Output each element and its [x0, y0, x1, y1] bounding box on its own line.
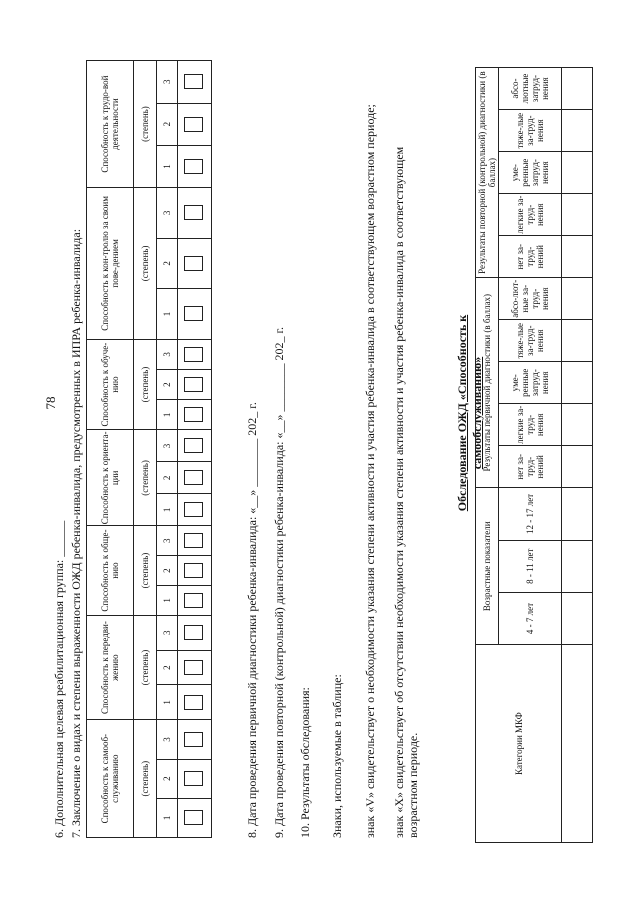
- degree-number: 3: [157, 188, 178, 239]
- repeat-grade-cell: нет за-труд-нений: [499, 236, 562, 278]
- degree-label: (степень): [134, 615, 157, 719]
- degree-label: (степень): [134, 720, 157, 838]
- ability-header-7: Способность к трудо-вой деятельности: [87, 61, 134, 188]
- degree-number: 2: [157, 238, 178, 289]
- degree-checkbox[interactable]: [184, 347, 203, 362]
- degree-number: 1: [157, 685, 178, 720]
- age-cell: 8 - 11 лет: [499, 540, 562, 592]
- degree-checkbox[interactable]: [184, 205, 203, 220]
- item6-text: 6. Дополнительная целевая реабилитационная группа: ______: [52, 520, 66, 838]
- degree-checkbox-cell: [178, 798, 212, 837]
- degree-checkbox[interactable]: [184, 660, 203, 675]
- degree-checkbox[interactable]: [184, 377, 203, 392]
- results-empty-cell[interactable]: [562, 404, 593, 446]
- degree-checkbox[interactable]: [184, 625, 203, 640]
- degree-label: (степень): [134, 339, 157, 430]
- item9-text: 9. Дата проведения повторной (контрольной) диагностики ребенка-инвалида: «__» ________ 202_ г.: [272, 326, 286, 838]
- primary-grade-cell: абсо-лют-ные за-труд-нения: [499, 278, 562, 320]
- degree-checkbox-cell: [178, 685, 212, 720]
- degree-number: 2: [157, 369, 178, 399]
- degree-checkbox[interactable]: [184, 407, 203, 422]
- degree-checkbox-cell: [178, 289, 212, 340]
- degree-checkbox-cell: [178, 720, 212, 759]
- degree-checkbox[interactable]: [184, 593, 203, 608]
- degree-number: 3: [157, 61, 178, 104]
- results-empty-cell[interactable]: [562, 488, 593, 540]
- degree-number: 1: [157, 798, 178, 837]
- repeat-header: Результаты повторной (контрольной) диагностики (в баллах): [476, 68, 499, 278]
- degree-checkbox[interactable]: [184, 771, 203, 786]
- degree-checkbox[interactable]: [184, 74, 203, 89]
- primary-header: Результаты первичной диагностики (в баллах): [476, 278, 499, 488]
- degree-checkbox[interactable]: [184, 306, 203, 321]
- ability-header-1: Способность к самооб-служиванию: [87, 720, 134, 838]
- degree-checkbox[interactable]: [184, 732, 203, 747]
- ability-header-4: Способность к ориента-ции: [87, 430, 134, 526]
- degree-checkbox-cell: [178, 586, 212, 616]
- degree-checkbox-cell: [178, 462, 212, 494]
- results-empty-cell[interactable]: [562, 645, 593, 843]
- degree-label: (степень): [134, 61, 157, 188]
- page-number: 78: [43, 396, 58, 410]
- results-empty-cell[interactable]: [562, 362, 593, 404]
- abilities-degree-row: [134, 61, 157, 838]
- signs-intro: Знаки, используемые в таблице:: [330, 674, 344, 838]
- degree-number: 3: [157, 526, 178, 556]
- repeat-grade-cell: тяже-лые за-труд-нения: [499, 110, 562, 152]
- degree-number: 3: [157, 615, 178, 650]
- degree-checkbox-cell: [178, 494, 212, 526]
- degree-number: 2: [157, 759, 178, 798]
- age-cell: 4 - 7 лет: [499, 592, 562, 644]
- primary-grade-cell: нет за-труд-нений: [499, 446, 562, 488]
- category-header: Категории МКФ: [476, 645, 562, 843]
- abilities-checkbox-row: [178, 61, 212, 838]
- degree-checkbox-cell: [178, 615, 212, 650]
- repeat-grade-cell: легкие за-труд-нения: [499, 194, 562, 236]
- degree-checkbox-cell: [178, 430, 212, 462]
- item8-text: 8. Дата проведения первичной диагностики ребенка-инвалида: «__» ________ 202_ г.: [245, 402, 259, 838]
- results-empty-cell[interactable]: [562, 320, 593, 362]
- results-empty-cell[interactable]: [562, 236, 593, 278]
- degree-number: 2: [157, 650, 178, 685]
- ability-header-3: Способность к обще-нию: [87, 526, 134, 616]
- section-title: Обследование ОЖД «Способность к самообслуживанию»: [455, 314, 484, 512]
- repeat-grade-cell: абсо-лютные затруд-нения: [499, 68, 562, 110]
- results-empty-cell[interactable]: [562, 592, 593, 644]
- degree-label: (степень): [134, 526, 157, 616]
- degree-checkbox-cell: [178, 188, 212, 239]
- degree-checkbox[interactable]: [184, 563, 203, 578]
- degree-number: 3: [157, 430, 178, 462]
- degree-number: 1: [157, 586, 178, 616]
- degree-checkbox[interactable]: [184, 159, 203, 174]
- sign-v-text: знак «V» свидетельствует о необходимости указания степени активности и участия ребенка-инвалида в соответствующем возрастном периоде;: [363, 104, 377, 838]
- degree-checkbox-cell: [178, 369, 212, 399]
- age-header: Возрастные показатели: [476, 488, 499, 645]
- abilities-header-row: [87, 61, 134, 838]
- degree-checkbox[interactable]: [184, 256, 203, 271]
- degree-number: 1: [157, 145, 178, 187]
- ability-header-6: Способность к кон-тролю за своим пове-дением: [87, 188, 134, 340]
- abilities-table: [86, 60, 212, 838]
- degree-checkbox-cell: [178, 145, 212, 187]
- ability-header-5: Способность к обуче-нию: [87, 339, 134, 430]
- ability-header-2: Способность к передви-жению: [87, 615, 134, 719]
- primary-grade-cell: уме-ренные затруд-нения: [499, 362, 562, 404]
- degree-checkbox-cell: [178, 339, 212, 369]
- degree-checkbox-cell: [178, 238, 212, 289]
- age-cell: 12 - 17 лет: [499, 488, 562, 540]
- degree-checkbox[interactable]: [184, 533, 203, 548]
- degree-checkbox-cell: [178, 61, 212, 104]
- results-empty-cell[interactable]: [562, 194, 593, 236]
- degree-label: (степень): [134, 188, 157, 340]
- degree-checkbox[interactable]: [184, 810, 203, 825]
- degree-label: (степень): [134, 430, 157, 526]
- primary-grade-cell: тяже-лые за-труд-нения: [499, 320, 562, 362]
- degree-number: 2: [157, 462, 178, 494]
- degree-checkbox-cell: [178, 526, 212, 556]
- results-blank-row: [562, 68, 593, 843]
- results-empty-cell[interactable]: [562, 446, 593, 488]
- results-empty-cell[interactable]: [562, 68, 593, 110]
- degree-checkbox[interactable]: [184, 695, 203, 710]
- degree-checkbox-cell: [178, 400, 212, 430]
- degree-checkbox-cell: [178, 103, 212, 145]
- primary-grade-cell: легкие за-труд-нения: [499, 404, 562, 446]
- item10-text: 10. Результаты обследования:: [298, 687, 312, 838]
- degree-number: 1: [157, 289, 178, 340]
- results-empty-cell[interactable]: [562, 278, 593, 320]
- degree-checkbox[interactable]: [184, 117, 203, 132]
- sign-x-text: знак «X» свидетельствует об отсутствии необходимости указания степени активности и участия ребенка-инвалида в соответствующем возрастном периоде.: [392, 146, 420, 838]
- results-table: [475, 67, 593, 843]
- results-empty-cell[interactable]: [562, 152, 593, 194]
- degree-checkbox[interactable]: [184, 470, 203, 485]
- item7-text: 7. Заключение о видах и степени выраженности ОЖД ребенка-инвалида, предусмотренных в ИПРА ребенка-инвалида:: [69, 228, 83, 838]
- abilities-number-row: [157, 61, 178, 838]
- degree-number: 2: [157, 556, 178, 586]
- results-empty-cell[interactable]: [562, 110, 593, 152]
- degree-number: 2: [157, 103, 178, 145]
- results-empty-cell[interactable]: [562, 540, 593, 592]
- degree-number: 1: [157, 494, 178, 526]
- degree-number: 3: [157, 720, 178, 759]
- repeat-grade-cell: уме-ренные затруд-нения: [499, 152, 562, 194]
- degree-checkbox-cell: [178, 650, 212, 685]
- degree-checkbox-cell: [178, 556, 212, 586]
- degree-checkbox-cell: [178, 759, 212, 798]
- degree-number: 3: [157, 339, 178, 369]
- degree-number: 1: [157, 400, 178, 430]
- degree-checkbox[interactable]: [184, 438, 203, 453]
- degree-checkbox[interactable]: [184, 502, 203, 517]
